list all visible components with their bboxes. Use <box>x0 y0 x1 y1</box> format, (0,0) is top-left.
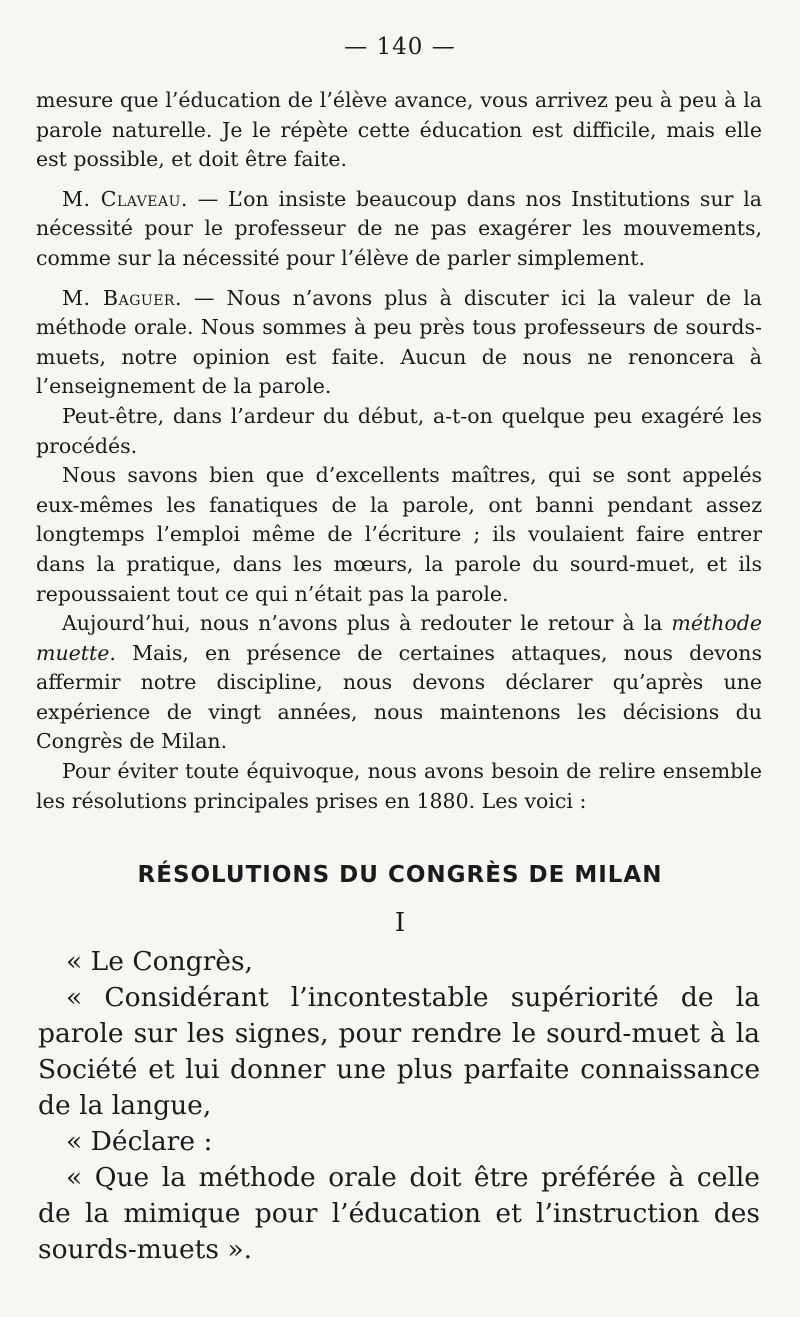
speaker-text: — L’on insiste beaucoup dans nos Institutions sur la nécessité pour le professeur de ne pas exagérer les mouvements, comme sur la nécessité pour l’élève de parler simplement. <box>36 186 762 270</box>
speaker-name: M. Claveau. <box>62 186 188 211</box>
speaker-name: M. Baguer. <box>62 285 182 310</box>
italic-term: méthode muette <box>36 611 762 665</box>
body-text <box>36 86 762 816</box>
paragraph <box>36 609 762 757</box>
section-heading: RÉSOLUTIONS DU CONGRÈS DE MILAN <box>137 862 663 888</box>
resolution-line: « Considérant l’incontestable supériorité de la parole sur les signes, pour rendre le sourd-muet à la Société et lui donner une plus parfaite connaissance de la langue, <box>38 982 760 1121</box>
resolution-text <box>38 944 760 1268</box>
paragraph: Nous savons bien que d’excellents maîtres, qui se sont appelés eux-mêmes les fanatiques de la parole, ont banni pendant assez longtemps l’emploi même de l’écriture ; ils voulaient faire entrer dans la pratique, dans les mœurs, la parole du sourd-muet, et ils repoussaient tout ce qui n’était pas la parole. <box>36 463 762 606</box>
paragraph: Peut-être, dans l’ardeur du début, a-t-on quelque peu exagéré les procédés. <box>36 403 762 458</box>
paragraph-baguer <box>36 284 762 402</box>
paragraph-claveau <box>36 185 762 274</box>
page-number: — 140 — <box>344 34 456 60</box>
speaker-text: — Nous n’avons plus à discuter ici la valeur de la méthode orale. Nous sommes à peu près tous professeurs de sourds-muets, notre opinion est faite. Aucun de nous ne renoncera à l’enseignement de la parole. <box>36 285 762 399</box>
paragraph: Pour éviter toute équivoque, nous avons besoin de relire ensemble les résolutions principales prises en 1880. Les voici : <box>36 759 762 813</box>
text-span: . Mais, en présence de certaines attaques, nous devons affermir notre discipline, nous devons déclarer qu’après une expérience de vingt années, nous maintenons les décisions du Congrès de Milan. <box>36 640 762 754</box>
resolution-line: « Déclare : <box>66 1126 213 1157</box>
text-span: Aujourd’hui, nous n’avons plus à redouter le retour à la <box>62 611 672 636</box>
resolution-line: « Le Congrès, <box>66 946 253 977</box>
resolution-line: « Que la méthode orale doit être préférée à celle de la mimique pour l’éducation et l’instruction des sourds-muets ». <box>38 1162 760 1265</box>
paragraph-continuation: mesure que l’éducation de l’élève avance, vous arrivez peu à peu à la parole naturelle. Je le répète cette éducation est difficile, mais elle est possible, et doit être faite. <box>36 88 762 172</box>
section-numeral: I <box>394 908 406 938</box>
